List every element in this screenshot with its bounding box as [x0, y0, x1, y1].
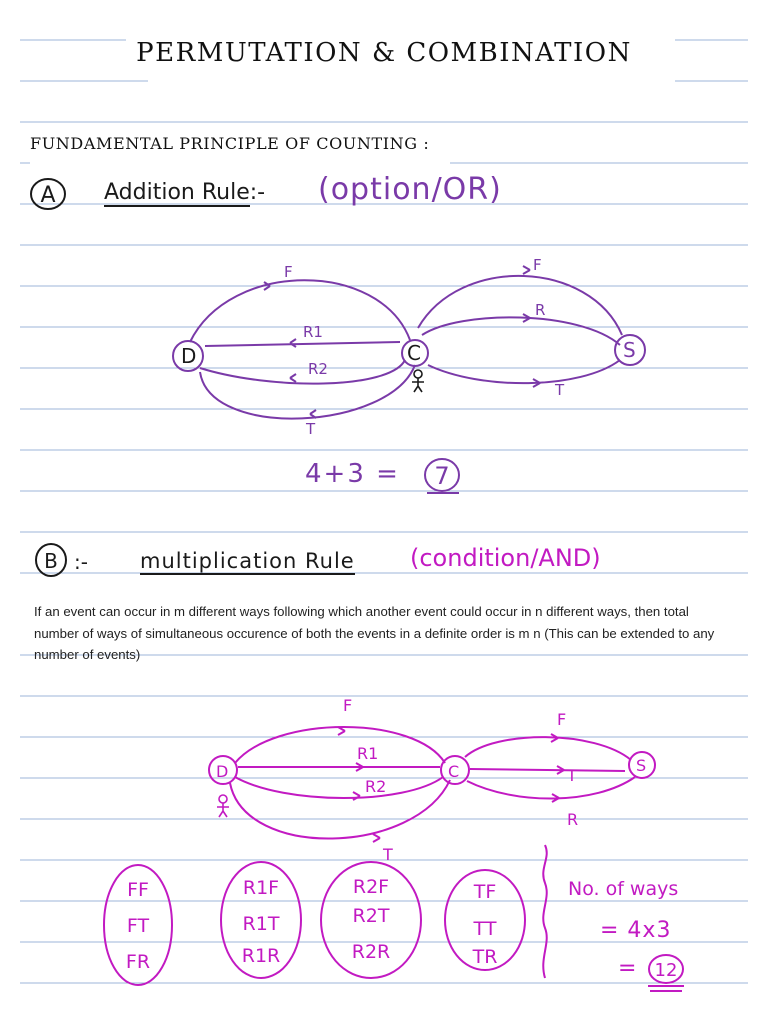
- label-right-t: T: [567, 766, 577, 785]
- section-heading: FUNDAMENTAL PRINCIPLE OF COUNTING :: [30, 134, 435, 153]
- route-d-c-r2: [200, 360, 405, 384]
- addition-rule-note: (option/OR): [318, 172, 502, 207]
- person-icon: [217, 795, 229, 817]
- route-d-c-f: [235, 727, 445, 763]
- multiplication-separator: :-: [74, 550, 88, 574]
- node-d-label: D: [181, 344, 197, 368]
- label-left-r2: R2: [308, 360, 328, 378]
- section-b-marker: [32, 540, 76, 580]
- label-left-r1: R1: [357, 744, 379, 763]
- section-a-marker: [28, 176, 72, 212]
- route-c-s-t: [470, 769, 625, 771]
- page-title: PERMUTATION & COMBINATION: [0, 38, 768, 68]
- ways-answer-circle: [644, 952, 690, 994]
- node-d-label: D: [216, 762, 229, 781]
- route-c-s-f: [418, 276, 622, 335]
- label-left-f: F: [284, 263, 293, 281]
- label-left-r1: R1: [303, 323, 323, 341]
- group-r1-item: R1R: [241, 945, 281, 967]
- label-left-f: F: [343, 696, 353, 715]
- wavy-divider: [535, 843, 555, 983]
- addition-route-diagram: [160, 250, 660, 440]
- node-c-label: C: [407, 341, 421, 365]
- combination-groups: [95, 860, 535, 990]
- group-f-item: FT: [126, 915, 150, 937]
- route-d-c-r2: [235, 777, 443, 798]
- route-d-c-r1: [205, 342, 400, 346]
- ways-label: No. of ways: [568, 878, 679, 900]
- label-right-f: F: [557, 710, 567, 729]
- group-r1-item: R1T: [242, 913, 280, 935]
- rule-description: If an event can occur in m different ways following which another event could occur in n different ways, then total number of ways of simultaneous occurence of both the events in a definite order is m n (This can be extended to any number of events): [34, 604, 715, 662]
- label-right-r: R: [567, 810, 579, 829]
- label-right-t: T: [555, 381, 565, 399]
- label-right-r: R: [535, 301, 546, 319]
- label-left-r2: R2: [365, 777, 387, 796]
- group-t-item: TR: [472, 946, 498, 968]
- route-c-s-r: [422, 317, 620, 345]
- multiplication-rule-note: (condition/AND): [410, 544, 601, 572]
- group-f-item: FR: [125, 951, 151, 973]
- section-b-letter: B: [44, 549, 58, 573]
- addition-rule-name: Addition Rule: [104, 180, 250, 205]
- ways-answer-prefix: =: [618, 956, 637, 981]
- addition-rule-separator: :-: [249, 180, 266, 205]
- group-r2-item: R2F: [352, 876, 390, 898]
- addition-answer: 7: [434, 462, 450, 490]
- route-c-s-f: [465, 737, 631, 760]
- group-t-item: TT: [473, 918, 497, 940]
- multiplication-rule-name: multiplication Rule: [140, 549, 355, 573]
- route-c-s-r: [467, 777, 635, 799]
- node-s-label: S: [636, 756, 647, 775]
- group-r2-item: R2R: [351, 941, 391, 963]
- addition-rule-heading: [104, 180, 265, 205]
- route-c-s-t: [428, 360, 620, 383]
- route-d-c-f: [190, 280, 410, 342]
- multiplication-route-diagram: [195, 695, 675, 865]
- addition-answer-circle: [421, 455, 465, 499]
- node-c-label: C: [448, 762, 460, 781]
- label-left-t: T: [383, 845, 393, 864]
- group-r1-item: R1F: [242, 877, 280, 899]
- group-r2-item: R2T: [352, 905, 390, 927]
- group-f-item: FF: [127, 879, 149, 901]
- group-t-item: TF: [473, 881, 497, 903]
- ways-answer: 12: [654, 960, 678, 981]
- person-icon: [412, 370, 424, 392]
- label-left-t: T: [306, 420, 316, 438]
- ways-expression: = 4x3: [600, 918, 672, 943]
- section-a-letter: A: [40, 183, 56, 208]
- addition-equation: 4+3 =: [305, 459, 400, 489]
- node-s-label: S: [623, 338, 636, 362]
- label-right-f: F: [533, 256, 542, 274]
